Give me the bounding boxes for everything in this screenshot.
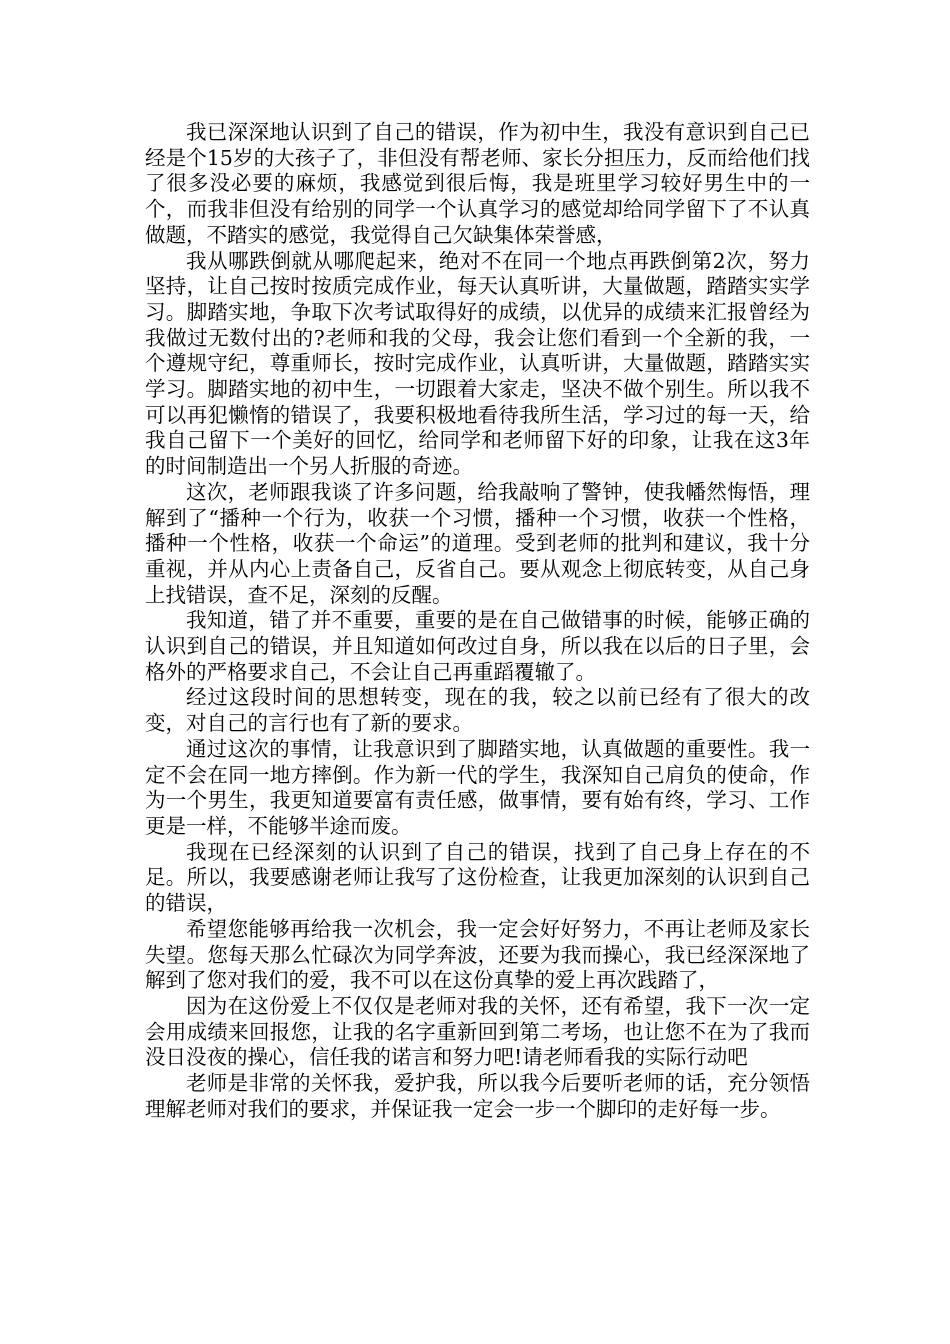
paragraph-5: 经过这段时间的思想转变，现在的我，较之以前已经有了很大的改变，对自己的言行也有了新的要求。 [145, 685, 810, 736]
paragraph-2: 我从哪跌倒就从哪爬起来，绝对不在同一个地点再跌倒第2次，努力坚持，让自己按时按质完成作业，每天认真听讲，大量做题，踏踏实实学习。脚踏实地，争取下次考试取得好的成绩，以优异的成绩来汇报曾经为我做过无数付出的?老师和我的父母，我会让您们看到一个全新的我，一个遵规守纪，尊重师长，按时完成作业，认真听讲，大量做题，踏踏实实学习。脚踏实地的初中生，一切跟着大家走，坚决不做个别生。所以我不可以再犯懒惰的错误了，我要积极地看待我所生活，学习过的每一天，给我自己留下一个美好的回忆，给同学和老师留下好的印象，让我在这3年的时间制造出一个另人折服的奇迹。 [145, 248, 810, 479]
paragraph-6: 通过这次的事情，让我意识到了脚踏实地，认真做题的重要性。我一定不会在同一地方摔倒。作为新一代的学生，我深知自己肩负的使命，作为一个男生，我更知道要富有责任感，做事情，要有始有终，学习、工作更是一样，不能够半途而废。 [145, 736, 810, 838]
document-body [145, 120, 810, 1122]
paragraph-10: 老师是非常的关怀我，爱护我，所以我今后要听老师的话，充分领悟理解老师对我们的要求，并保证我一定会一步一个脚印的走好每一步。 [145, 1071, 810, 1121]
paragraph-7: 我现在已经深刻的认识到了自己的错误，找到了自己身上存在的不足。所以，我要感谢老师让我写了这份检查，让我更加深刻的认识到自己的错误， [145, 839, 810, 916]
paragraph-4: 我知道，错了并不重要，重要的是在自己做错事的时候，能够正确的认识到自己的错误，并且知道如何改过自身，所以我在以后的日子里，会格外的严格要求自己，不会让自己再重蹈覆辙了。 [145, 608, 810, 684]
paragraph-9: 因为在这份爱上不仅仅是老师对我的关怀，还有希望，我下一次一定会用成绩来回报您，让我的名字重新回到第二考场，也让您不在为了我而没日没夜的操心，信任我的诺言和努力吧!请老师看我的实际行动吧 [145, 993, 810, 1070]
paragraph-1: 我已深深地认识到了自己的错误，作为初中生，我没有意识到自己已经是个15岁的大孩子了，非但没有帮老师、家长分担压力，反而给他们找了很多没必要的麻烦，我感觉到很后悔，我是班里学习较好男生中的一个，而我非但没有给别的同学一个认真学习的感觉却给同学留下了不认真做题，不踏实的感觉，我觉得自己欠缺集体荣誉感， [145, 120, 810, 247]
paragraph-3: 这次，老师跟我谈了许多问题，给我敲响了警钟，使我幡然悔悟，理解到了“播种一个行为，收获一个习惯，播种一个习惯，收获一个性格，播种一个性格，收获一个命运”的道理。受到老师的批判和建议，我十分重视，并从内心上责备自己，反省自己。要从观念上彻底转变，从自己身上找错误，查不足，深刻的反醒。 [145, 479, 810, 607]
paragraph-8: 希望您能够再给我一次机会，我一定会好好努力，不再让老师及家长失望。您每天那么忙碌次为同学奔波，还要为我而操心，我已经深深地了解到了您对我们的爱，我不可以在这份真挚的爱上再次践踏了， [145, 916, 810, 993]
